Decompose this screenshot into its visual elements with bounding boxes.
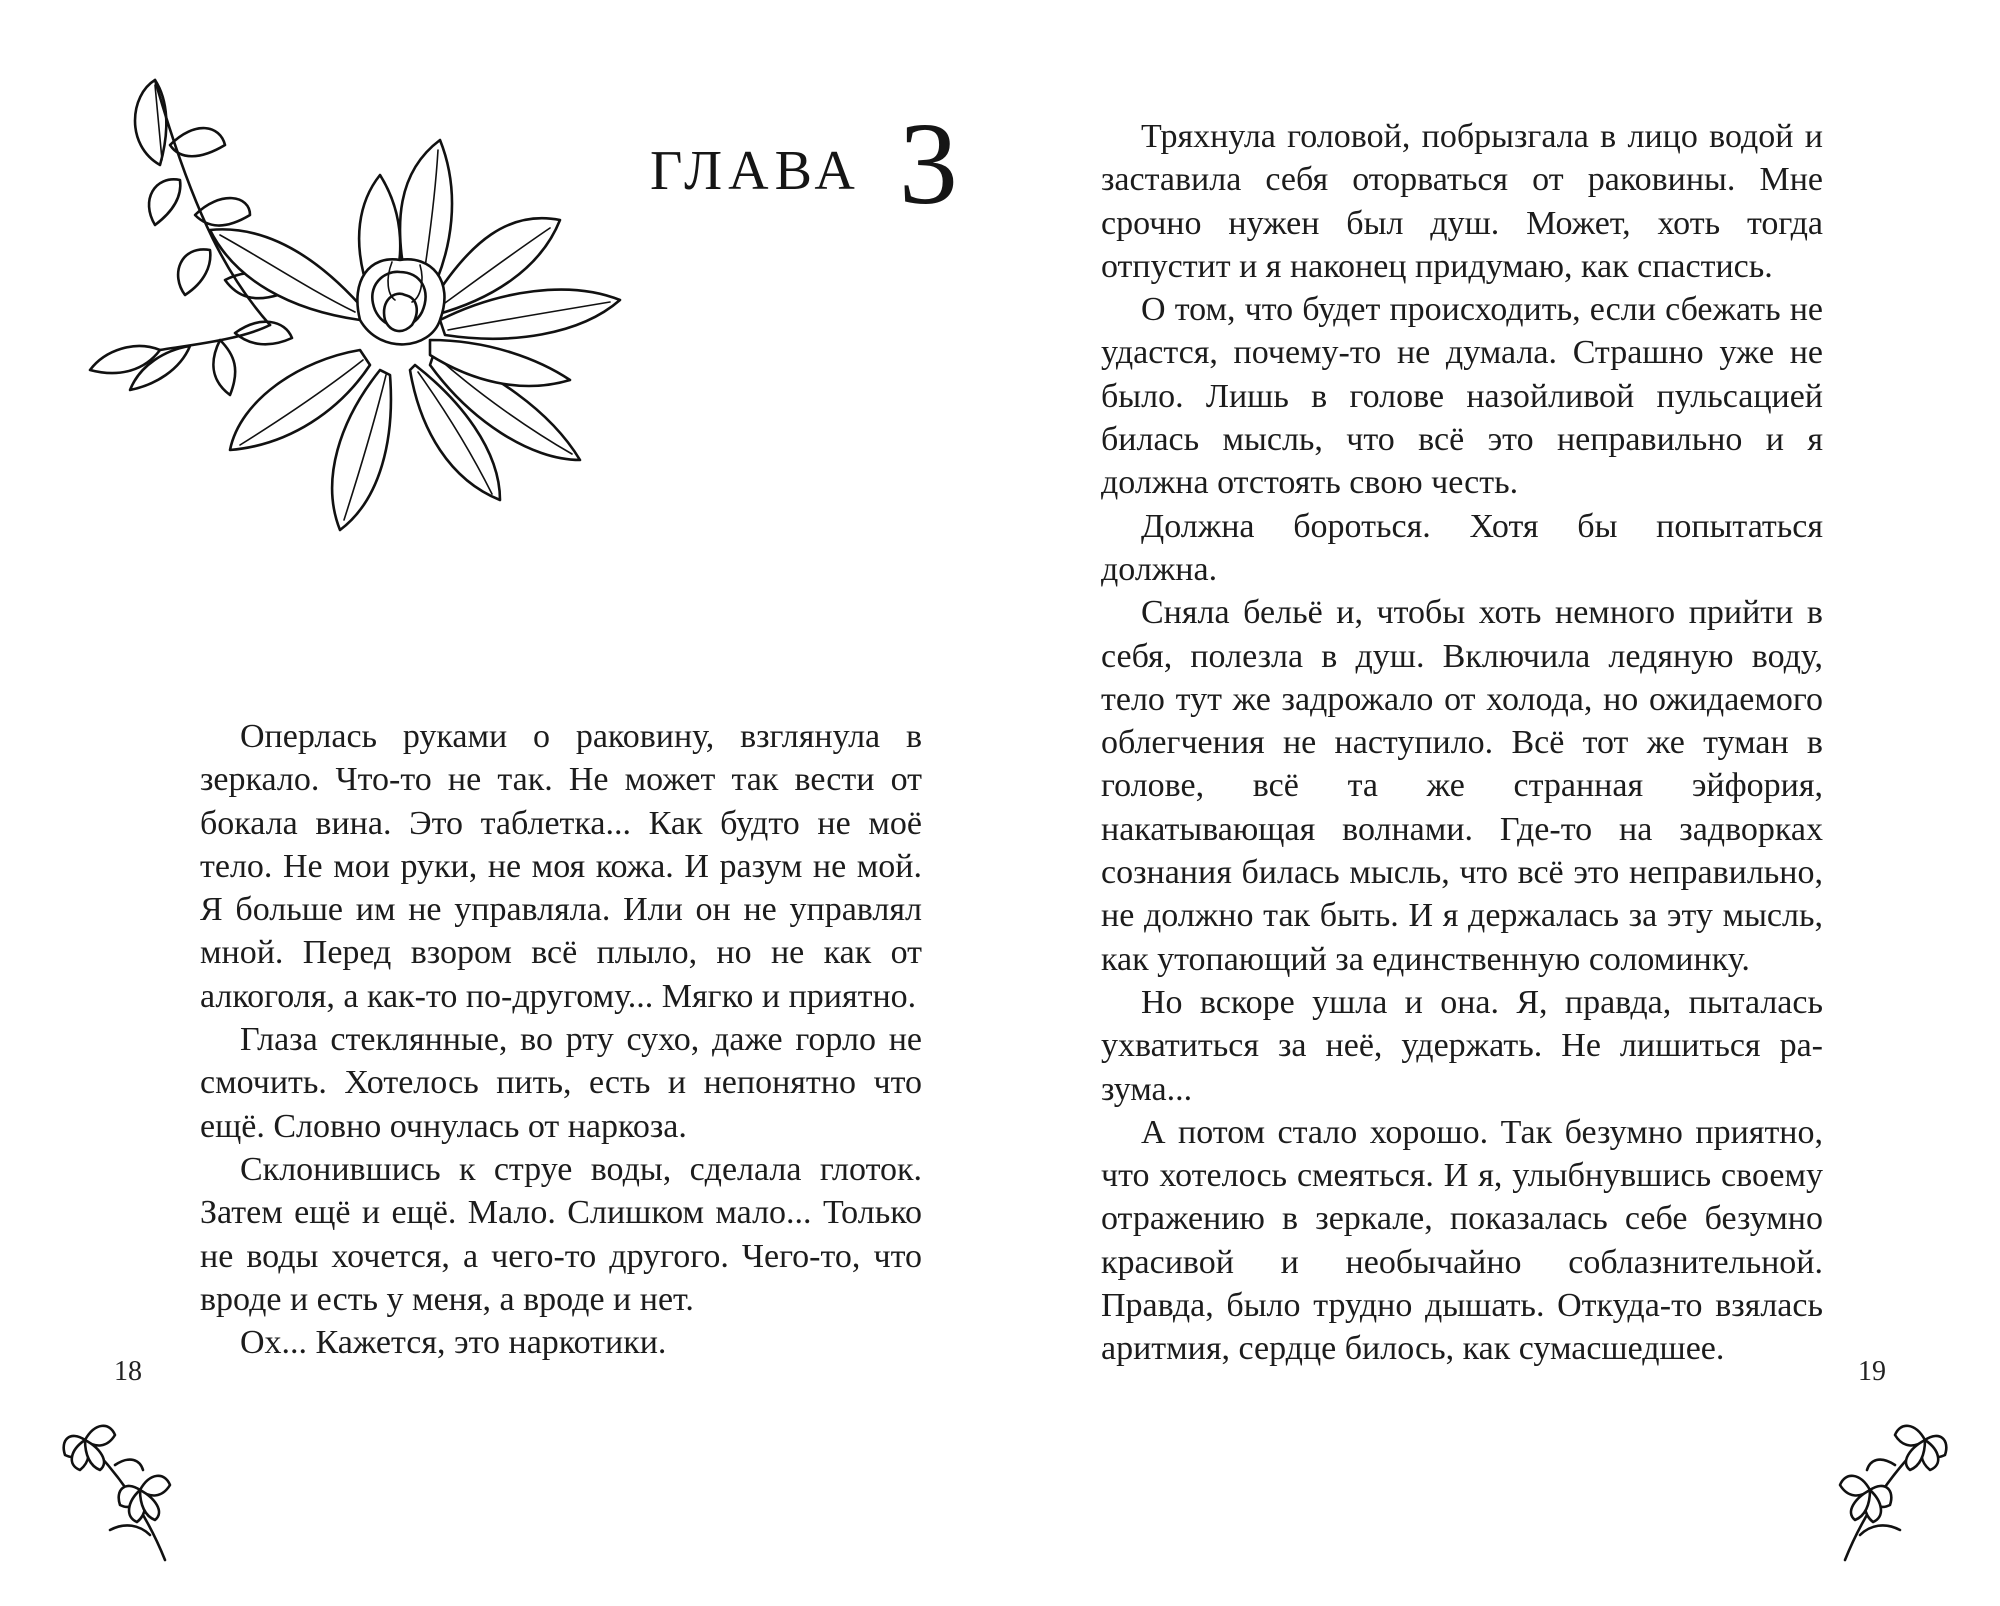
page-number: 19 <box>1858 1356 1886 1387</box>
chapter-number: 3 <box>898 98 958 229</box>
right-page-text <box>1101 115 1823 1371</box>
paragraph: Склонившись к струе воды, сделала глоток. Затем ещё и ещё. Мало. Слишком мало... Только не воды хочется, а чего-то другого. Чего-то, что вроде и есть у меня, а вроде и нет. <box>200 1150 922 1318</box>
paragraph: Но вскоре ушла и она. Я, правда, пыталась ухватиться за неё, удержать. Не лишиться разума... <box>1101 983 1823 1108</box>
paragraph: Должна бороться. Хотя бы попытаться должна. <box>1101 507 1823 588</box>
left-page-text <box>200 715 922 1364</box>
paragraph: А потом стало хорошо. Так безумно приятно, что хотелось смеяться. И я, улыбнувшись своему отражению в зеркале, показалась себе безумно красивой и необычайно соблазнительной. Правда, было трудно дышать. Откуда-то взялась аритмия, сердце билось, как сумасшедшее. <box>1101 1113 1823 1368</box>
corner-flower-ornament-icon <box>1805 1410 1955 1570</box>
magnolia-illustration <box>60 50 680 630</box>
paragraph: Глаза стеклянные, во рту сухо, даже горло не смочить. Хотелось пить, есть и непонятно что ещё. Словно очнулась от наркоза. <box>200 1021 922 1145</box>
right-page <box>1000 0 2000 1606</box>
corner-flower-ornament-icon <box>55 1410 205 1570</box>
paragraph: О том, что будет происходить, если сбежать не удастся, почему-то не думала. Страшно уже не было. Лишь в голове назойливой пульсацией билась мысль, что всё это неправильно и я должна отстоять свою честь. <box>1101 291 1823 502</box>
page-number: 18 <box>114 1356 142 1387</box>
paragraph: Оперлась руками о раковину, взглянула в зеркало. Что-то не так. Не может так вести от бокала вина. Это таблетка... Как будто не моё тело. Не мои руки, не моя кожа. И разум не мой. Я больше им не управляла. Или он не управлял мной. Перед взором всё плыло, но не как от алкоголя, а как-то по-другому... Мягко и приятно. <box>200 718 922 1015</box>
paragraph: Сняла бельё и, чтобы хоть немного прийти в себя, полезла в душ. Включила ледяную воду, тело тут же задрожало от холода, но ожидаемого облегчения не наступило. Всё тот же туман в голове, всё та же странная эйфория, накатывающая волнами. Где-то на задворках сознания билась мысль, что всё это неправильно, не должно так быть. И я держалась за эту мысль, как утопающий за единственную соломинку. <box>1101 594 1823 978</box>
chapter-label: ГЛАВА <box>650 140 861 202</box>
paragraph: Ох... Кажется, это наркотики. <box>240 1324 667 1362</box>
chapter-heading <box>650 98 958 229</box>
paragraph: Тряхнула головой, побрызгала в лицо водой и заставила себя оторваться от раковины. Мне срочно нужен был душ. Может, хоть тогда отпустит и я наконец придумаю, как спастись. <box>1101 118 1823 285</box>
